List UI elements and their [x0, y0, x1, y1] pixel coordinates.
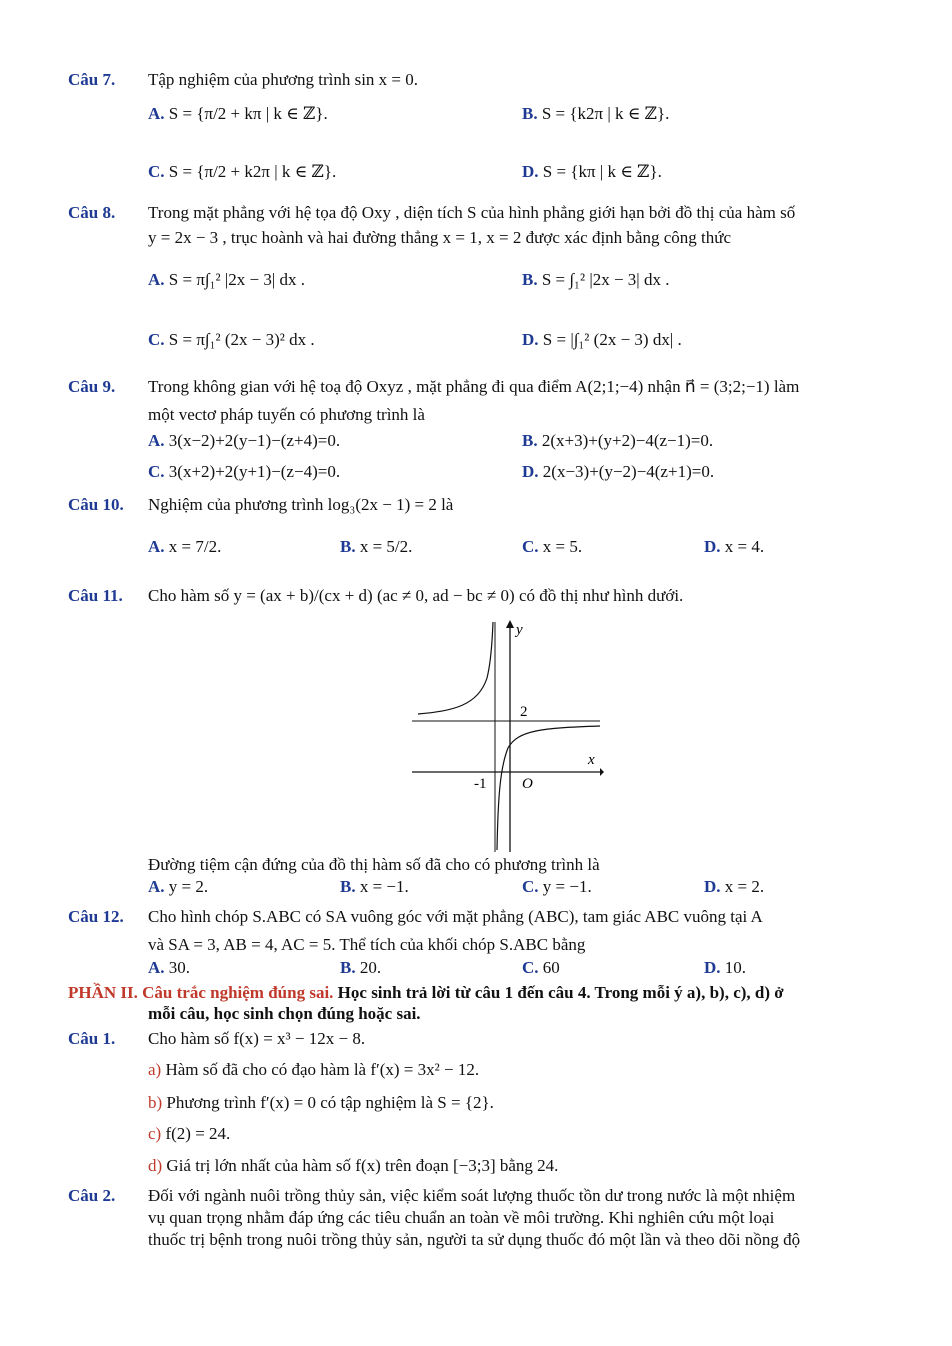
q12-option-c	[522, 958, 560, 978]
q8-line1: Trong mặt phẳng với hệ tọa độ Oxy , diện tích S của hình phẳng giới hạn bởi đồ thị của hàm số	[148, 203, 796, 222]
p2q1-item-b-text: Phương trình f′(x) = 0 có tập nghiệm là S = {2}.	[166, 1093, 494, 1112]
q10-option-c-text: x = 5.	[542, 537, 583, 556]
q9-option-b	[522, 431, 713, 451]
y-axis-arrow-icon	[506, 620, 514, 628]
graph-x-label: x	[588, 752, 595, 768]
q10-option-b-text: x = 5/2.	[359, 537, 413, 556]
q8-option-b-text: S = ∫₁² |2x − 3| dx .	[541, 270, 670, 289]
q7-option-a-key: A.	[148, 104, 165, 123]
q11-option-b-text: x = −1.	[359, 877, 409, 896]
q11-option-c	[522, 877, 592, 897]
p2q1-text: Cho hàm số f(x) = x³ − 12x − 8.	[148, 1029, 366, 1048]
q11-option-a-text: y = 2.	[168, 877, 209, 896]
q12-option-b-key: B.	[340, 958, 356, 977]
q11-option-b	[340, 877, 409, 897]
p2q1-item-d	[148, 1156, 558, 1176]
q12-option-d-text: 10.	[724, 958, 747, 977]
x-axis-arrow-icon	[600, 768, 604, 776]
q11-option-c-text: y = −1.	[542, 877, 592, 896]
p2q1-item-d-key: d)	[148, 1156, 163, 1175]
q11-option-a-key: A.	[148, 877, 165, 896]
q7-option-d-text: S = {kπ | k ∈ ℤ}.	[542, 162, 662, 181]
q8-option-b	[522, 270, 669, 290]
q9-label: Câu 9.	[68, 377, 116, 396]
q10-option-a-key: A.	[148, 537, 165, 556]
q9-option-d	[522, 462, 714, 482]
p2q2-line2: vụ quan trọng nhằm đáp ứng các tiêu chuẩn an toàn về môi trường. Khi nghiên cứu một loại	[148, 1208, 775, 1227]
q8-label: Câu 8.	[68, 203, 116, 222]
q12-option-b-text: 20.	[359, 958, 382, 977]
q9-option-a-key: A.	[148, 431, 165, 450]
part2-instruction-1: Học sinh trả lời từ câu 1 đến câu 4. Trong mỗi ý a), b), c), d) ở	[337, 983, 784, 1002]
p2q1-item-c-key: c)	[148, 1124, 162, 1143]
q12-option-d	[704, 958, 746, 978]
q12-option-c-text: 60	[542, 958, 560, 977]
p2q1-item-c-text: f(2) = 24.	[165, 1124, 231, 1143]
p2q1-item-b-key: b)	[148, 1093, 163, 1112]
q8-option-d-text: S = |∫₁² (2x − 3) dx| .	[542, 330, 682, 349]
q10-option-d	[704, 537, 764, 557]
q8-option-a-text: S = π∫₁² |2x − 3| dx .	[168, 270, 305, 289]
q7-option-d-key: D.	[522, 162, 539, 181]
part2-instruction-2: mỗi câu, học sinh chọn đúng hoặc sai.	[148, 1004, 421, 1023]
q7-option-c	[148, 162, 336, 182]
graph-y-label: y	[516, 622, 523, 638]
q9-option-c-key: C.	[148, 462, 165, 481]
q8-option-b-key: B.	[522, 270, 538, 289]
q10-label: Câu 10.	[68, 495, 124, 514]
q12-option-c-key: C.	[522, 958, 539, 977]
q8-option-c-key: C.	[148, 330, 165, 349]
q11-label: Câu 11.	[68, 586, 123, 605]
q9-option-a	[148, 431, 340, 451]
q10-option-a-text: x = 7/2.	[168, 537, 222, 556]
curve-right-branch	[497, 726, 600, 850]
q11-text: Cho hàm số y = (ax + b)/(cx + d) (ac ≠ 0, ad − bc ≠ 0) có đồ thị như hình dưới.	[148, 586, 684, 605]
q9-option-b-key: B.	[522, 431, 538, 450]
q12-option-b	[340, 958, 381, 978]
q9-line2: một vectơ pháp tuyến có phương trình là	[148, 405, 425, 424]
q11-option-d	[704, 877, 764, 897]
q10-option-a	[148, 537, 221, 557]
q12-option-a-key: A.	[148, 958, 165, 977]
q10-option-b-key: B.	[340, 537, 356, 556]
p2q1-label: Câu 1.	[68, 1029, 116, 1048]
q9-option-a-text: 3(x−2)+2(y−1)−(z+4)=0.	[168, 431, 341, 450]
q12-line1: Cho hình chóp S.ABC có SA vuông góc với mặt phẳng (ABC), tam giác ABC vuông tại A	[148, 907, 763, 926]
q7-option-b-text: S = {k2π | k ∈ ℤ}.	[541, 104, 670, 123]
q11-option-d-key: D.	[704, 877, 721, 896]
q8-option-c	[148, 330, 315, 350]
q7-option-b	[522, 104, 669, 124]
q8-option-c-text: S = π∫₁² (2x − 3)² dx .	[168, 330, 315, 349]
q9-option-c-text: 3(x+2)+2(y+1)−(z−4)=0.	[168, 462, 341, 481]
p2q1-item-b	[148, 1093, 494, 1113]
q7-option-c-key: C.	[148, 162, 165, 181]
q10-option-d-key: D.	[704, 537, 721, 556]
p2q2-label: Câu 2.	[68, 1186, 116, 1205]
p2q1-item-c	[148, 1124, 230, 1144]
q12-option-a-text: 30.	[168, 958, 191, 977]
q12-label: Câu 12.	[68, 907, 124, 926]
curve-left-branch	[418, 622, 493, 714]
q7-option-a	[148, 104, 328, 124]
q11-question: Đường tiệm cận đứng của đồ thị hàm số đã cho có phương trình là	[148, 855, 600, 874]
q8-line2: y = 2x − 3 , trục hoành và hai đường thẳng x = 1, x = 2 được xác định bằng công thức	[148, 228, 731, 247]
q9-option-c	[148, 462, 340, 482]
p2q1-item-d-text: Giá trị lớn nhất của hàm số f(x) trên đoạn [−3;3] bằng 24.	[166, 1156, 559, 1175]
graph-origin-label: O	[522, 776, 533, 792]
q9-line1: Trong không gian với hệ toạ độ Oxyz , mặt phẳng đi qua điểm A(2;1;−4) nhận n⃗ = (3;2;−1) làm	[148, 377, 800, 396]
q10-option-d-text: x = 4.	[724, 537, 765, 556]
q11-option-a	[148, 877, 208, 897]
q10-text: Nghiệm của phương trình log₃(2x − 1) = 2 là	[148, 495, 454, 514]
p2q2-line3: thuốc trị bệnh trong nuôi trồng thủy sản, người ta sử dụng thuốc đó một lần và theo dõi nồng độ	[148, 1230, 801, 1249]
q7-option-d	[522, 162, 662, 182]
part2-header	[68, 983, 784, 1003]
graph-tick-2: 2	[520, 704, 528, 720]
q8-option-d-key: D.	[522, 330, 539, 349]
q7-text: Tập nghiệm của phương trình sin x = 0.	[148, 70, 418, 89]
q7-option-c-text: S = {π/2 + k2π | k ∈ ℤ}.	[168, 162, 337, 181]
q12-line2: và SA = 3, AB = 4, AC = 5. Thể tích của khối chóp S.ABC bằng	[148, 935, 586, 954]
q11-option-c-key: C.	[522, 877, 539, 896]
q11-option-b-key: B.	[340, 877, 356, 896]
q12-option-a	[148, 958, 190, 978]
q8-option-d	[522, 330, 682, 350]
q7-option-a-text: S = {π/2 + kπ | k ∈ ℤ}.	[168, 104, 328, 123]
p2q1-item-a	[148, 1060, 479, 1080]
q8-option-a-key: A.	[148, 270, 165, 289]
q8-option-a	[148, 270, 305, 290]
q9-option-d-key: D.	[522, 462, 539, 481]
q10-option-c-key: C.	[522, 537, 539, 556]
q12-option-d-key: D.	[704, 958, 721, 977]
q10-option-b	[340, 537, 412, 557]
q7-option-b-key: B.	[522, 104, 538, 123]
p2q2-line1: Đối với ngành nuôi trồng thủy sản, việc kiểm soát lượng thuốc tồn dư trong nước là một nhiệm	[148, 1186, 796, 1205]
q11-graph	[412, 618, 604, 852]
q9-option-b-text: 2(x+3)+(y+2)−4(z−1)=0.	[541, 431, 714, 450]
graph-tick-minus-1: -1	[474, 776, 487, 792]
part2-title: PHẦN II. Câu trắc nghiệm đúng sai.	[68, 983, 334, 1002]
p2q1-item-a-key: a)	[148, 1060, 162, 1079]
p2q1-item-a-text: Hàm số đã cho có đạo hàm là f′(x) = 3x² − 12.	[165, 1060, 480, 1079]
q7-label: Câu 7.	[68, 70, 116, 89]
q11-option-d-text: x = 2.	[724, 877, 765, 896]
q10-option-c	[522, 537, 582, 557]
q9-option-d-text: 2(x−3)+(y−2)−4(z+1)=0.	[542, 462, 715, 481]
